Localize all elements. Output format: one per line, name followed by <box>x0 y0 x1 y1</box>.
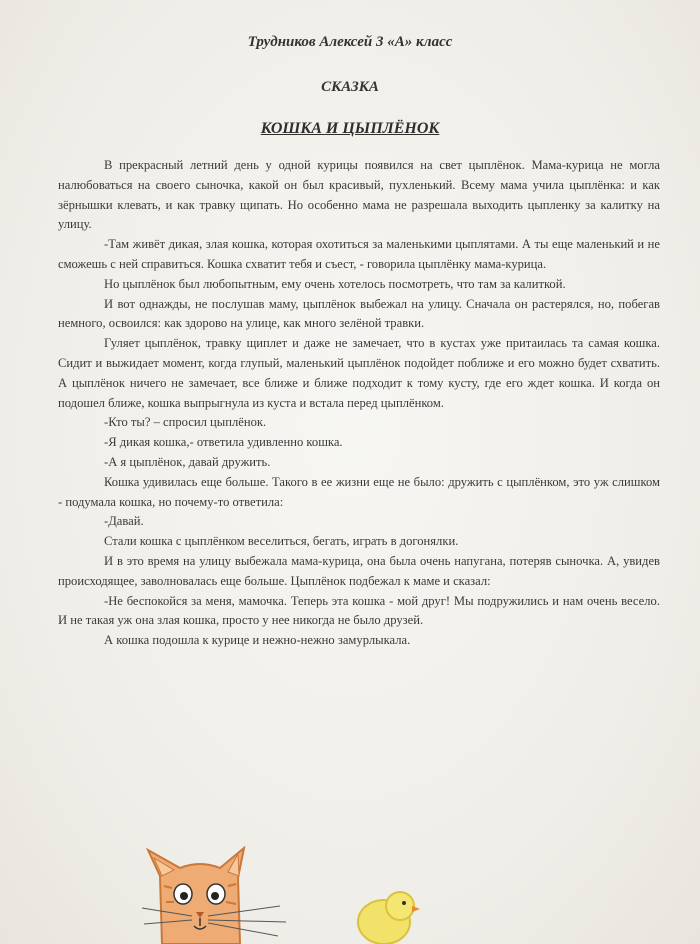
paragraph: Но цыплёнок был любопытным, ему очень хотелось посмотреть, что там за калиткой. <box>104 276 566 291</box>
paragraph: -А я цыплёнок, давай дружить. <box>104 454 271 469</box>
paragraph: И в это время на улицу выбежала мама-курица, она была очень напугана, потеряв сыночка. А, увидев происходящее, заволновалась еще больше. Цыплёнок подбежал к маме и сказал: <box>58 553 660 588</box>
paragraph: Стали кошка с цыплёнком веселиться, бегать, играть в догонялки. <box>104 534 459 549</box>
paragraph: -Там живёт дикая, злая кошка, которая охотиться за маленькими цыплятами. А ты еще маленький и не сможешь с ней справиться. Кошка схватит тебя и съест, - говорила цыплёнку мама-курица. <box>58 237 660 271</box>
story-title: КОШКА И ЦЫПЛЁНОК <box>260 120 440 137</box>
story-text <box>58 156 660 651</box>
paragraph: И вот однажды, не послушав маму, цыплёнок выбежал на улицу. Сначала он растерялся, но, побегав немного, освоился: как здорово на улице, как много зелёной травки. <box>58 296 660 331</box>
paragraph: -Не беспокойся за меня, мамочка. Теперь эта кошка - мой друг! Мы подружились и нам очень весело. И не такая уж она злая кошка, просто у нее никогда не было друзей. <box>58 593 660 628</box>
paragraph: А кошка подошла к курице и нежно-нежно замурлыкала. <box>104 633 411 648</box>
paragraph: -Кто ты? – спросил цыплёнок. <box>104 415 267 430</box>
paragraph: Кошка удивилась еще больше. Такого в ее жизни еще не было: дружить с цыплёнком, это уж слишком - подумала кошка, но почему-то ответила: <box>58 474 660 509</box>
chick-drawing <box>352 888 422 944</box>
paragraph: В прекрасный летний день у одной курицы появился на свет цыплёнок. Мама-курица не могла налюбоваться на своего сыночка, какой он был красивый, пухленький. Всему мама учила цыплёнка: и как зёрнышки клевать, и как травку щипать. Но особенно мама не разрешала выходить цыпленку за калитку на улицу. <box>58 158 660 232</box>
paragraph: -Давай. <box>104 514 144 529</box>
author-line: Трудников Алексей 3 «А» класс <box>247 34 453 50</box>
paragraph: -Я дикая кошка,- ответила удивленно кошка. <box>104 435 343 450</box>
paragraph: Гуляет цыплёнок, травку щиплет и даже не замечает, что в кустах уже притаилась та самая кошка. Сидит и выжидает момент, когда глупый, маленький цыплёнок подойдет поближе и его можно будет схватить. А цыплёнок ничего не замечает, все ближе и ближе подходит к тому кусту, где его ждет кошка. И когда он подошел ближе, кошка выпрыгнула из куста и встала перед цыплёнком. <box>58 336 660 410</box>
genre-heading: СКАЗКА <box>321 79 379 95</box>
cat-drawing <box>140 846 290 944</box>
